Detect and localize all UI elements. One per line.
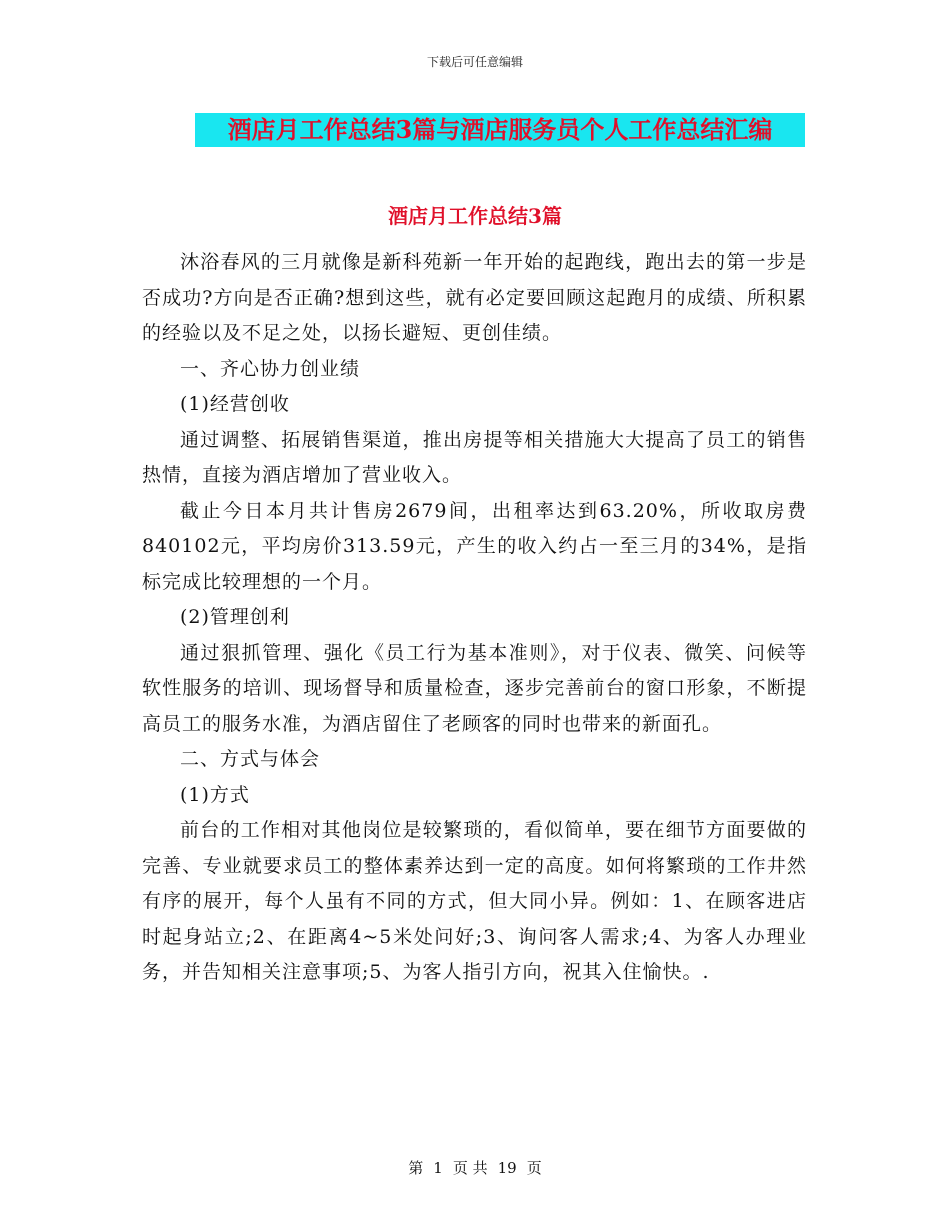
- sub-heading: (1)方式: [180, 783, 250, 806]
- page-prefix: 第: [408, 1159, 424, 1177]
- page-suffix: 页: [526, 1159, 542, 1177]
- sub-heading: (2)管理创利: [180, 606, 290, 628]
- page-number: 1: [433, 1159, 443, 1177]
- paragraph: 沐浴春风的三月就像是新科苑新一年开始的起跑线，跑出去的第一步是否成功?方向是否正确?想到这些，就有必定要回顾这起跑月的成绩、所积累的经验以及不足之处，以扬长避短、更创佳绩。: [142, 251, 807, 344]
- document-body: [142, 245, 807, 991]
- paragraph: 通过狠抓管理、强化《员工行为基本准则》，对于仪表、微笑、问候等软性服务的培训、现场督导和质量检查，逐步完善前台的窗口形象，不断提高员工的服务水准，为酒店留住了老顾客的同时也带来的新面孔。: [142, 641, 807, 735]
- sub-title: 酒店月工作总结3篇: [388, 204, 562, 228]
- page-mid: 页 共: [452, 1159, 488, 1177]
- paragraph: 截止今日本月共计售房2679间，出租率达到63.20%，所收取房费840102元，平均房价313.59元，产生的收入约占一至三月的34%，是指标完成比较理想的一个月。: [142, 499, 807, 593]
- main-title: 酒店月工作总结3篇与酒店服务员个人工作总结汇编: [227, 115, 773, 144]
- page-footer: [0, 1157, 950, 1178]
- section-heading: 二、方式与体会: [180, 748, 321, 770]
- section-heading: 一、齐心协力创业绩: [180, 357, 361, 380]
- sub-heading: (1)经营创收: [180, 393, 290, 415]
- header-note: 下载后可任意编辑: [426, 55, 523, 69]
- page-total: 19: [497, 1159, 517, 1177]
- paragraph: 通过调整、拓展销售渠道，推出房提等相关措施大大提高了员工的销售热情，直接为酒店增加了营业收入。: [142, 428, 807, 486]
- paragraph: 前台的工作相对其他岗位是较繁琐的，看似简单，要在细节方面要做的完善、专业就要求员工的整体素养达到一定的高度。如何将繁琐的工作井然有序的展开，每个人虽有不同的方式，但大同小异。例如：1、在顾客进店时起身站立;2、在距离4~5米处问好;3、询问客人需求;4、为客人办理业务，并告知相关注意事项;5、为客人指引方向，祝其入住愉快。.: [142, 819, 807, 983]
